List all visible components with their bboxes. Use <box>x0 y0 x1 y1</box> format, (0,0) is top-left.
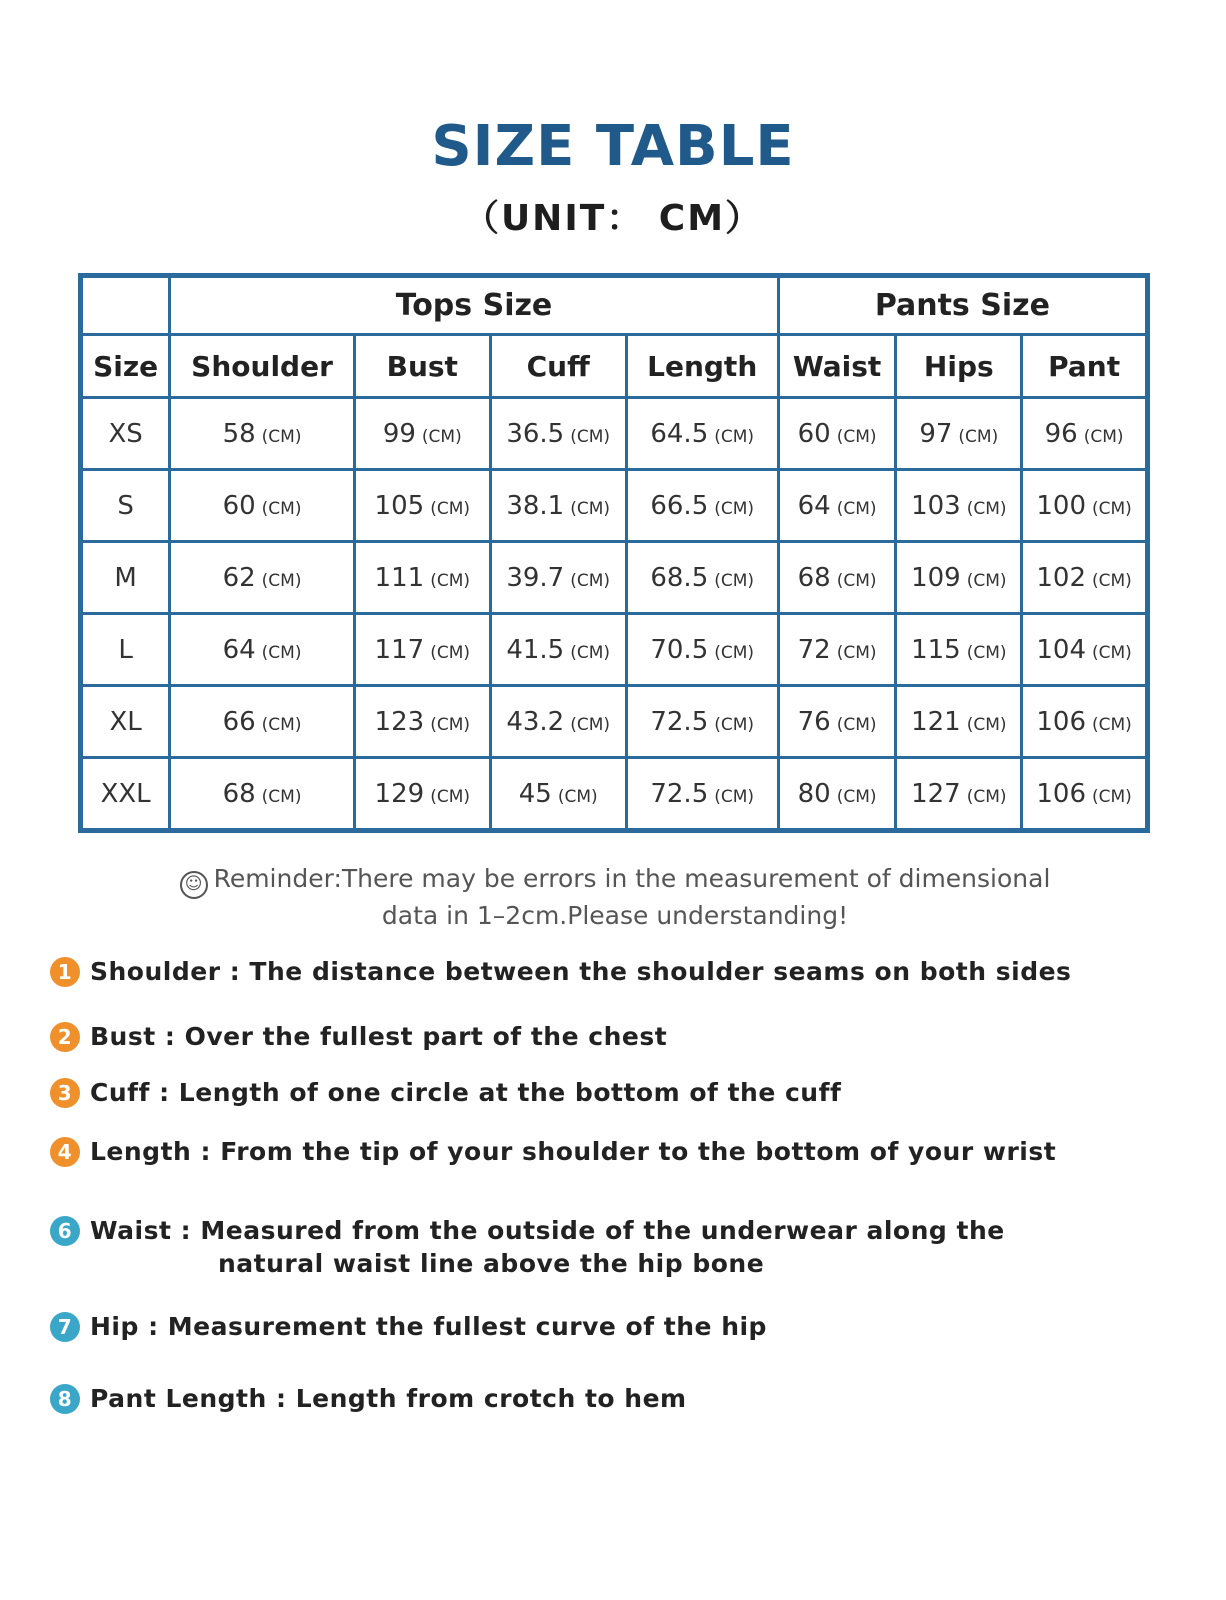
unit-label: (CM) <box>1092 714 1132 735</box>
cell-value: XXL <box>100 778 151 809</box>
cell-value: 104 <box>1036 634 1086 665</box>
unit-label: (CM) <box>966 498 1007 519</box>
number-8-badge: 8 <box>50 1384 80 1414</box>
cell-value: 109 <box>911 562 961 593</box>
unit-label: (CM) <box>958 426 999 447</box>
cell-cuff <box>490 542 626 614</box>
unit-label: (CM) <box>714 714 755 735</box>
cell-hips <box>896 542 1022 614</box>
unit-label: (CM) <box>261 786 302 807</box>
cell-waist <box>778 686 896 758</box>
cell-shoulder <box>170 398 355 470</box>
cell-value: 127 <box>911 778 961 809</box>
number-6-badge: 6 <box>50 1216 80 1246</box>
cell-value: 64.5 <box>650 418 709 449</box>
column-header-waist: Waist <box>778 335 896 398</box>
cell-value: 60 <box>222 490 256 521</box>
note-text: Shoulder : The distance between the shoulder seams on both sides <box>90 957 1072 986</box>
cell-value: 68.5 <box>650 562 709 593</box>
unit-label: (CM) <box>714 642 755 663</box>
column-header-bust: Bust <box>354 335 490 398</box>
note-text: Pant Length : Length from crotch to hem <box>90 1384 687 1413</box>
number-7-badge: 7 <box>50 1312 80 1342</box>
unit-label: (CM) <box>261 642 302 663</box>
unit-label: (CM) <box>1092 570 1132 591</box>
cell-bust <box>354 470 490 542</box>
unit-label: (CM) <box>570 426 611 447</box>
number-3-badge: 3 <box>50 1078 80 1108</box>
reminder-note <box>120 862 1110 932</box>
cell-value: L <box>118 634 133 665</box>
note-text-continued: natural waist line above the hip bone <box>218 1249 765 1278</box>
cell-value: 68 <box>797 562 831 593</box>
cell-pant <box>1022 758 1148 831</box>
unit-label: (CM) <box>570 714 611 735</box>
note-bust <box>50 1020 667 1053</box>
unit-label: (CM) <box>836 570 877 591</box>
column-header-size: Size <box>81 335 170 398</box>
unit-label: (CM) <box>966 714 1007 735</box>
cell-value: 66 <box>222 706 256 737</box>
cell-value: 97 <box>919 418 953 449</box>
cell-value: 121 <box>911 706 961 737</box>
cell-size <box>81 470 170 542</box>
smiley-icon: ☺ <box>180 871 208 899</box>
cell-value: 38.1 <box>506 490 565 521</box>
cell-hips <box>896 686 1022 758</box>
reminder-line-2: data in 1–2cm.Please understanding! <box>381 901 849 930</box>
column-header-shoulder: Shoulder <box>170 335 355 398</box>
cell-value: XL <box>109 706 142 737</box>
cell-waist <box>778 614 896 686</box>
cell-value: 72.5 <box>650 778 709 809</box>
cell-value: 105 <box>374 490 425 521</box>
cell-value: 106 <box>1036 778 1086 809</box>
cell-value: 76 <box>797 706 831 737</box>
unit-subtitle: （UNIT： CM） <box>462 198 764 239</box>
cell-value: 41.5 <box>506 634 565 665</box>
cell-value: 64 <box>222 634 256 665</box>
cell-value: 58 <box>222 418 256 449</box>
unit-label: (CM) <box>570 642 611 663</box>
cell-hips <box>896 758 1022 831</box>
note-pant-length <box>50 1382 687 1415</box>
cell-pant <box>1022 542 1148 614</box>
cell-size <box>81 542 170 614</box>
cell-pant <box>1022 686 1148 758</box>
note-text: Length : From the tip of your shoulder to the bottom of your wrist <box>90 1137 1057 1166</box>
unit-label: (CM) <box>557 786 598 807</box>
unit-label: (CM) <box>430 642 470 663</box>
tops-size-header: Tops Size <box>170 276 779 335</box>
cell-size <box>81 614 170 686</box>
cell-length <box>626 686 778 758</box>
cell-length <box>626 542 778 614</box>
cell-shoulder <box>170 470 355 542</box>
cell-shoulder <box>170 542 355 614</box>
cell-hips <box>896 398 1022 470</box>
cell-value: 96 <box>1044 418 1078 449</box>
cell-value: 36.5 <box>506 418 565 449</box>
note-cuff <box>50 1076 841 1109</box>
unit-label: (CM) <box>836 714 877 735</box>
cell-value: 39.7 <box>506 562 565 593</box>
cell-value: 117 <box>374 634 425 665</box>
cell-waist <box>778 542 896 614</box>
cell-shoulder <box>170 686 355 758</box>
cell-bust <box>354 398 490 470</box>
cell-bust <box>354 758 490 831</box>
cell-value: 111 <box>374 562 425 593</box>
cell-value: S <box>117 490 134 521</box>
cell-bust <box>354 686 490 758</box>
unit-label: (CM) <box>966 786 1007 807</box>
cell-value: 72.5 <box>650 706 709 737</box>
unit-label: (CM) <box>836 498 877 519</box>
cell-value: 64 <box>797 490 831 521</box>
unit-label: (CM) <box>836 426 877 447</box>
unit-label: (CM) <box>714 498 755 519</box>
group-header-empty <box>81 276 170 335</box>
unit-label: (CM) <box>836 642 877 663</box>
unit-label: (CM) <box>1092 498 1132 519</box>
cell-value: 68 <box>222 778 256 809</box>
cell-value: 62 <box>222 562 256 593</box>
cell-pant <box>1022 470 1148 542</box>
cell-bust <box>354 542 490 614</box>
cell-value: 80 <box>797 778 831 809</box>
cell-pant <box>1022 398 1148 470</box>
cell-waist <box>778 398 896 470</box>
number-2-badge: 2 <box>50 1022 80 1052</box>
note-hip <box>50 1310 767 1343</box>
cell-cuff <box>490 470 626 542</box>
column-header-pant: Pant <box>1022 335 1148 398</box>
note-shoulder <box>50 955 1071 988</box>
unit-label: (CM) <box>261 426 302 447</box>
cell-value: XS <box>108 418 143 449</box>
cell-shoulder <box>170 614 355 686</box>
unit-label: (CM) <box>836 786 877 807</box>
unit-label: (CM) <box>430 714 470 735</box>
cell-value: 60 <box>797 418 831 449</box>
unit-label: (CM) <box>966 642 1007 663</box>
column-header-hips: Hips <box>896 335 1022 398</box>
cell-value: M <box>114 562 137 593</box>
cell-pant <box>1022 614 1148 686</box>
table-row <box>81 758 1148 831</box>
cell-length <box>626 398 778 470</box>
note-length <box>50 1135 1056 1168</box>
table-row <box>81 686 1148 758</box>
table-row <box>81 470 1148 542</box>
cell-value: 129 <box>374 778 425 809</box>
note-text: Waist : Measured from the outside of the underwear along the <box>90 1216 1005 1245</box>
note-waist <box>50 1214 1005 1280</box>
cell-bust <box>354 614 490 686</box>
cell-value: 106 <box>1036 706 1086 737</box>
cell-size <box>81 686 170 758</box>
unit-label: (CM) <box>430 786 470 807</box>
cell-hips <box>896 470 1022 542</box>
cell-value: 72 <box>797 634 831 665</box>
cell-waist <box>778 470 896 542</box>
size-table <box>78 273 1150 833</box>
cell-size <box>81 758 170 831</box>
number-4-badge: 4 <box>50 1137 80 1167</box>
cell-value: 45 <box>518 778 552 809</box>
cell-value: 102 <box>1036 562 1086 593</box>
table-row <box>81 614 1148 686</box>
cell-length <box>626 758 778 831</box>
unit-label: (CM) <box>1092 642 1132 663</box>
cell-cuff <box>490 686 626 758</box>
cell-value: 66.5 <box>650 490 709 521</box>
unit-label: (CM) <box>430 570 470 591</box>
cell-value: 43.2 <box>506 706 565 737</box>
table-row <box>81 398 1148 470</box>
unit-label: (CM) <box>261 714 302 735</box>
table-row <box>81 542 1148 614</box>
number-1-badge: 1 <box>50 957 80 987</box>
cell-value: 123 <box>374 706 425 737</box>
cell-value: 100 <box>1036 490 1086 521</box>
unit-label: (CM) <box>1092 786 1132 807</box>
note-text: Bust : Over the fullest part of the chest <box>90 1022 668 1051</box>
unit-label: (CM) <box>714 426 755 447</box>
unit-label: (CM) <box>261 498 302 519</box>
cell-hips <box>896 614 1022 686</box>
cell-waist <box>778 758 896 831</box>
cell-value: 103 <box>911 490 961 521</box>
group-header-row <box>81 276 1148 335</box>
unit-label: (CM) <box>261 570 302 591</box>
column-header-length: Length <box>626 335 778 398</box>
cell-length <box>626 470 778 542</box>
unit-label: (CM) <box>421 426 462 447</box>
unit-label: (CM) <box>570 498 611 519</box>
cell-length <box>626 614 778 686</box>
reminder-line-1: Reminder:There may be errors in the measurement of dimensional <box>213 864 1051 893</box>
cell-value: 99 <box>382 418 416 449</box>
unit-label: (CM) <box>1083 426 1124 447</box>
cell-size <box>81 398 170 470</box>
note-text: Hip : Measurement the fullest curve of the hip <box>90 1312 767 1341</box>
cell-value: 115 <box>911 634 961 665</box>
column-header-row <box>81 335 1148 398</box>
cell-shoulder <box>170 758 355 831</box>
cell-cuff <box>490 398 626 470</box>
unit-label: (CM) <box>430 498 470 519</box>
unit-label: (CM) <box>966 570 1007 591</box>
unit-label: (CM) <box>714 786 755 807</box>
unit-label: (CM) <box>714 570 755 591</box>
unit-label: (CM) <box>570 570 611 591</box>
note-text: Cuff : Length of one circle at the bottom of the cuff <box>90 1078 842 1107</box>
cell-value: 70.5 <box>650 634 709 665</box>
column-header-cuff: Cuff <box>490 335 626 398</box>
cell-cuff <box>490 614 626 686</box>
page-title: SIZE TABLE <box>431 114 795 179</box>
pants-size-header: Pants Size <box>778 276 1147 335</box>
cell-cuff <box>490 758 626 831</box>
